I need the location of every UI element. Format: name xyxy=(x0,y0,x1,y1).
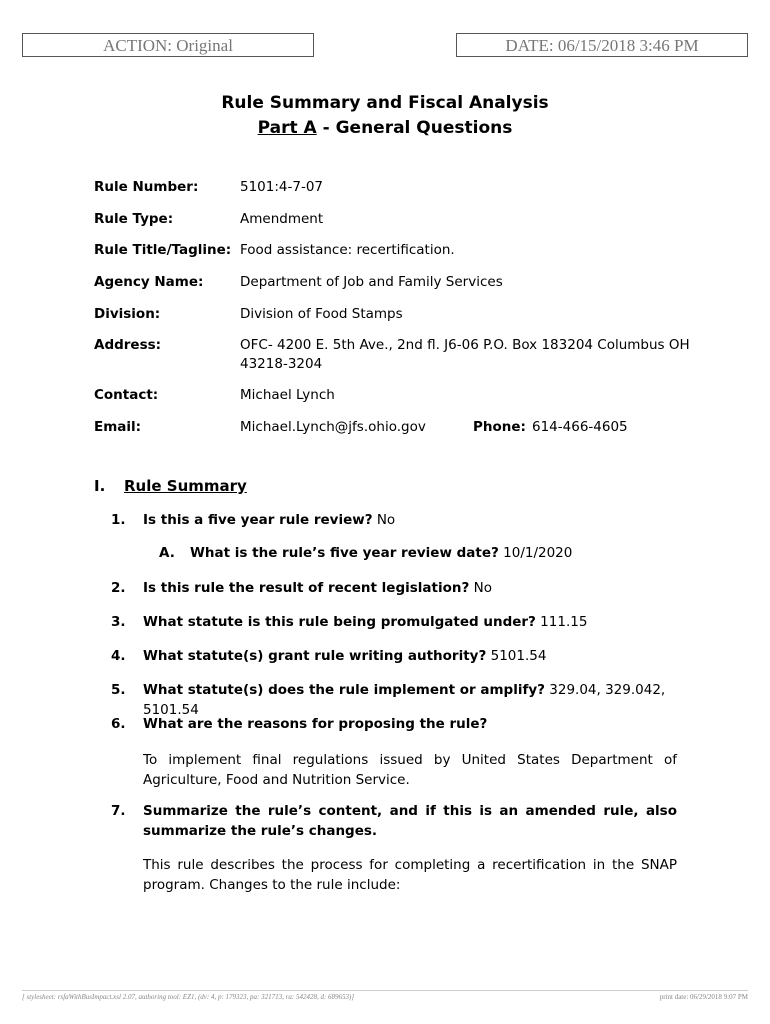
field-label-phone: Phone: xyxy=(473,419,526,435)
section-title: Rule Summary xyxy=(124,477,247,495)
answer-paragraph: This rule describes the process for completing a recertification in the SNAP program. Changes to the rule include: xyxy=(143,857,677,893)
question-label: Is this rule the result of recent legislation? xyxy=(143,580,470,596)
field-label-rule-type: Rule Type: xyxy=(94,211,174,227)
field-label-rule-title: Rule Title/Tagline: xyxy=(94,242,232,258)
question-answer: 5101.54 xyxy=(486,648,547,664)
footer-print-date: print date: 06/29/2018 9:07 PM xyxy=(659,993,748,1001)
question-number: 1. xyxy=(111,512,126,528)
question-number: 7. xyxy=(111,803,126,819)
field-value-email[interactable]: Michael.Lynch@jfs.ohio.gov xyxy=(240,419,426,435)
field-value-rule-number: 5101:4-7-07 xyxy=(240,179,324,195)
field-value-address-line2: 43218-3204 xyxy=(240,356,323,372)
answer-paragraph: To implement final regulations issued by United States Department of Agriculture, Food and Nutrition Service. xyxy=(143,752,677,788)
question-number: 5. xyxy=(111,682,126,698)
question-answer: No xyxy=(372,512,396,528)
question-answer: No xyxy=(469,580,492,596)
section-number: I. xyxy=(94,477,106,495)
document-subtitle xyxy=(0,118,770,138)
field-value-address: OFC- 4200 E. 5th Ave., 2nd fl. J6-06 P.O. Box 183204 Columbus OH xyxy=(240,337,690,353)
sub-question-text xyxy=(190,545,572,561)
question-label: Is this a five year rule review? xyxy=(143,512,373,528)
question-text xyxy=(143,646,677,666)
question-text xyxy=(143,578,677,598)
field-label-agency: Agency Name: xyxy=(94,274,204,290)
sub-question-letter: A. xyxy=(159,545,175,561)
field-value-rule-type: Amendment xyxy=(240,211,324,227)
question-text xyxy=(143,612,677,632)
field-value-division: Division of Food Stamps xyxy=(240,306,403,322)
field-label-contact: Contact: xyxy=(94,387,159,403)
question-label: What statute(s) does the rule implement or amplify? xyxy=(143,682,545,698)
field-value-rule-title: Food assistance: recertification. xyxy=(240,242,455,258)
question-label: What statute(s) grant rule writing authority? xyxy=(143,648,487,664)
footer-divider xyxy=(22,990,748,991)
field-label-email: Email: xyxy=(94,419,142,435)
question-number: 4. xyxy=(111,648,126,664)
action-box: ACTION: Original xyxy=(22,33,314,57)
question-text xyxy=(143,510,677,530)
footer-stylesheet-info: [ stylesheet: rsfaWithBusImpact.xsl 2.07, authoring tool: EZ1, (dv: 4, p: 179323, pa: 321713, ra: 542428, d: 689653)] xyxy=(22,993,355,1001)
question-number: 6. xyxy=(111,716,126,732)
field-label-rule-number: Rule Number: xyxy=(94,179,199,195)
sub-question-label: What is the rule’s five year review date? xyxy=(190,545,499,561)
question-label: What statute is this rule being promulgated under? xyxy=(143,614,536,630)
question-text xyxy=(143,801,677,841)
question-answer: 111.15 xyxy=(535,614,588,630)
sub-question-answer: 10/1/2020 xyxy=(498,545,573,561)
part-label: Part A xyxy=(257,118,317,138)
field-value-phone: 614-466-4605 xyxy=(532,419,628,435)
question-number: 2. xyxy=(111,580,126,596)
document-title: Rule Summary and Fiscal Analysis xyxy=(221,93,549,113)
question-number: 3. xyxy=(111,614,126,630)
field-label-address: Address: xyxy=(94,337,162,353)
question-text xyxy=(143,714,677,734)
question-answer: 329.04, 329.042, 5101.54 xyxy=(143,682,666,718)
subtitle-rest: - General Questions xyxy=(316,118,513,138)
question-label: What are the reasons for proposing the rule? xyxy=(143,716,488,732)
field-label-division: Division: xyxy=(94,306,161,322)
field-value-contact: Michael Lynch xyxy=(240,387,335,403)
question-label: Summarize the rule’s content, and if this is an amended rule, also summarize the rule’s changes. xyxy=(143,803,677,839)
field-value-agency: Department of Job and Family Services xyxy=(240,274,503,290)
date-box: DATE: 06/15/2018 3:46 PM xyxy=(456,33,748,57)
